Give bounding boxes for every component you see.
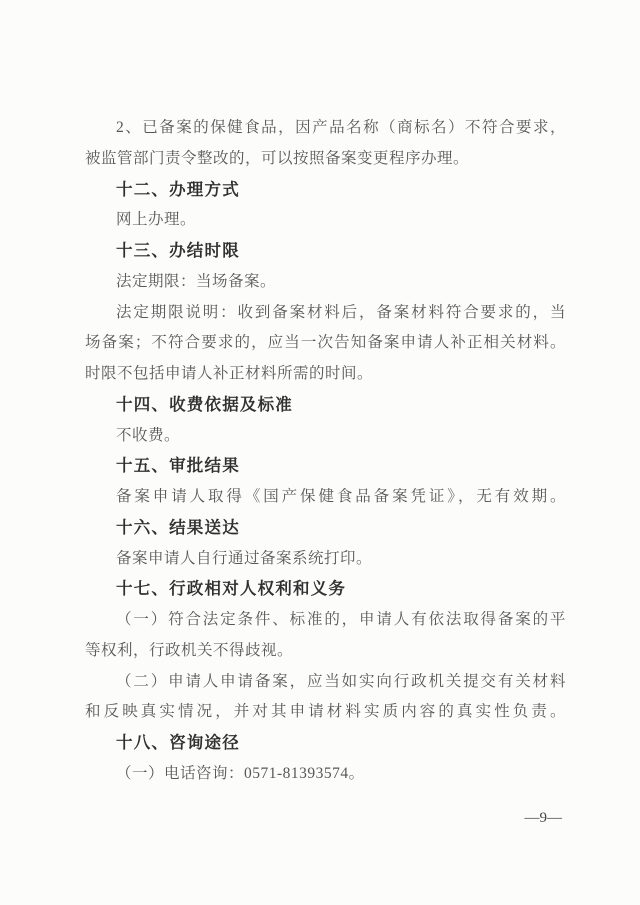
paragraph-line: 等权利，行政机关不得歧视。 xyxy=(85,641,294,659)
section-heading-15: 十五、审批结果 xyxy=(116,457,240,476)
paragraph-line: （一）符合法定条件、标准的，申请人有依法取得备案的平 xyxy=(116,611,566,628)
section-heading-16: 十六、结果送达 xyxy=(116,518,240,537)
document-body xyxy=(85,113,566,790)
paragraph-line: 被监管部门责令整改的，可以按照备案变更程序办理。 xyxy=(85,149,470,167)
paragraph-line: 不收费。 xyxy=(116,426,181,444)
paragraph-line: 场备案；不符合要求的，应当一次告知备案申请人补正相关材料。 xyxy=(85,334,566,352)
paragraph-line: 法定期限：当场备案。 xyxy=(116,272,277,290)
paragraph-line: 备案申请人取得《国产保健食品备案凭证》，无有效期。 xyxy=(116,488,566,505)
paragraph-line: （一）电话咨询：0571-81393574。 xyxy=(116,764,365,782)
section-heading-14: 十四、收费依据及标准 xyxy=(116,395,293,414)
section-heading-12: 十二、办理方式 xyxy=(116,180,240,199)
section-heading-18: 十八、咨询途径 xyxy=(116,734,240,752)
paragraph-line: 备案申请人自行通过备案系统打印。 xyxy=(116,549,373,567)
paragraph-line: 时限不包括申请人补正材料所需的时间。 xyxy=(85,365,374,382)
section-heading-17: 十七、行政相对人权利和义务 xyxy=(116,580,347,599)
page-number: —9— xyxy=(524,810,562,826)
paragraph-line: 法定期限说明：收到备案材料后，备案材料符合要求的，当 xyxy=(116,303,566,321)
paragraph-line: 2、已备案的保健食品，因产品名称（商标名）不符合要求， xyxy=(116,119,566,136)
paragraph-line: 网上办理。 xyxy=(116,211,197,229)
paragraph-line: 和反映真实情况，并对其申请材料实质内容的真实性负责。 xyxy=(85,703,566,721)
section-heading-13: 十三、办结时限 xyxy=(116,242,240,260)
paragraph-line: （二）申请人申请备案，应当如实向行政机关提交有关材料 xyxy=(116,672,566,690)
